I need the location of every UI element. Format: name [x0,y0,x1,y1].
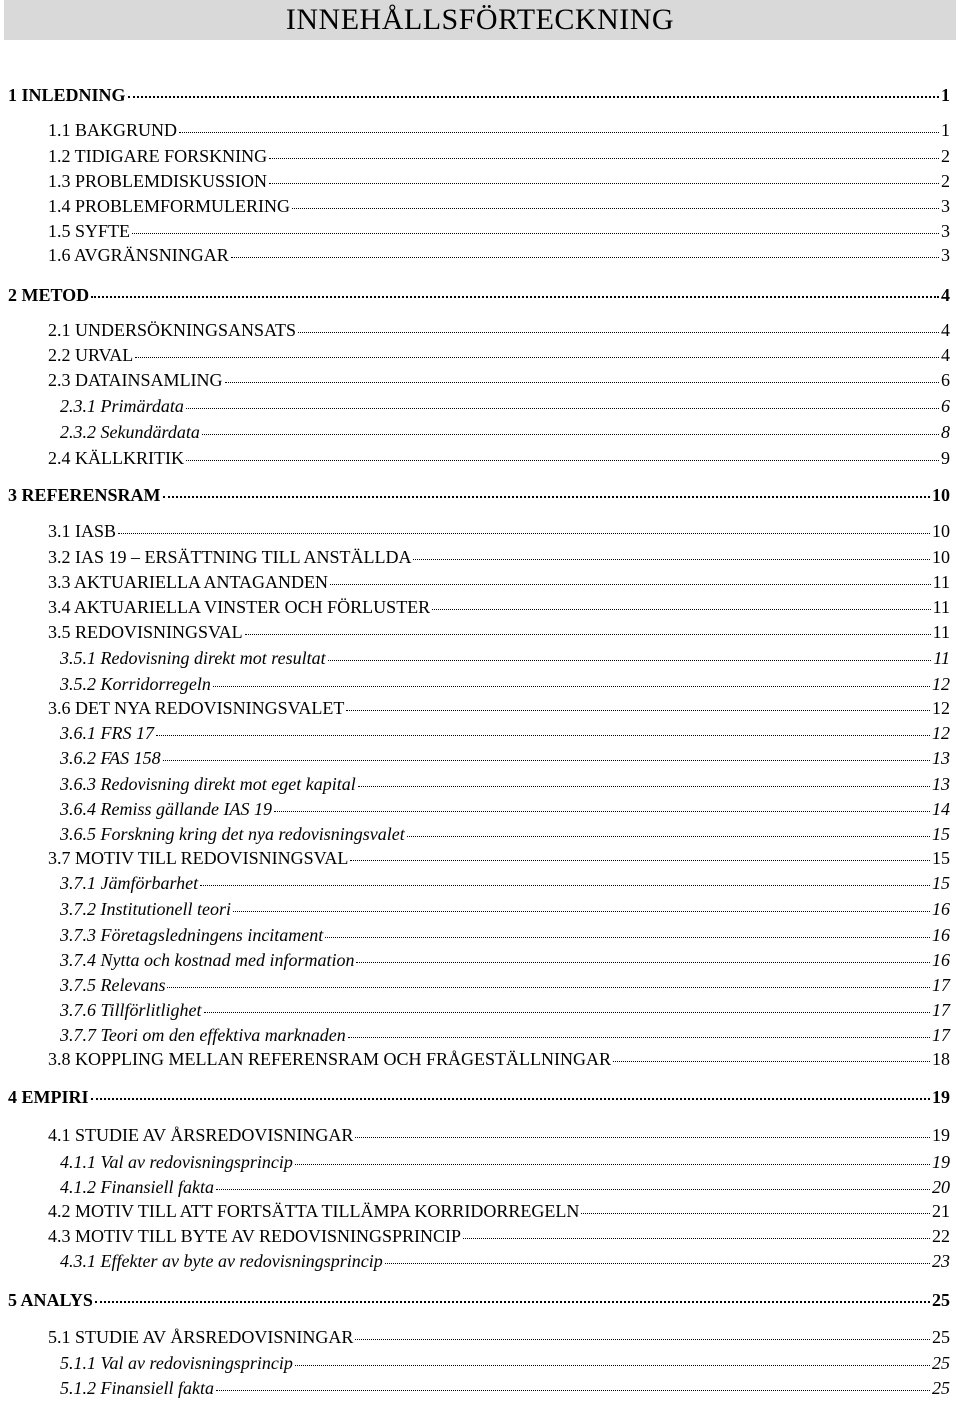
dot-leader [204,1011,930,1013]
toc-entry[interactable] [48,622,950,643]
toc-entry-page: 19 [932,1125,950,1145]
toc-entry-page: 25 [932,1378,950,1398]
toc-entry[interactable] [8,1087,950,1108]
toc-entry-label: 2.4 KÄLLKRITIK [48,448,184,468]
dot-leader [132,232,939,234]
toc-entry-label: 3.6.2 FAS 158 [60,748,161,768]
toc-entry[interactable] [8,1290,950,1311]
dot-leader [202,433,939,435]
toc-entry-label: 2.3.1 Primärdata [60,396,184,416]
dot-leader [269,157,939,159]
toc-entry[interactable] [60,1378,950,1399]
dot-leader [156,734,930,736]
dot-leader [135,356,939,358]
toc-entry-label: 4.1.2 Finansiell fakta [60,1177,214,1197]
toc-entry-label: 3.7.4 Nytta och kostnad med information [60,950,355,970]
toc-entry-page: 12 [932,698,950,718]
toc-entry-label: 3.6 DET NYA REDOVISNINGSVALET [48,698,345,718]
dot-leader [295,1163,930,1165]
toc-entry[interactable] [60,1177,950,1198]
toc-entry-page: 17 [932,975,950,995]
toc-entry[interactable] [48,1327,950,1348]
toc-entry[interactable] [48,1125,950,1146]
toc-entry[interactable] [60,925,950,946]
dot-leader [163,495,930,498]
toc-entry-label: 3.7.1 Jämförbarhet [60,873,199,893]
dot-leader [355,1338,930,1340]
toc-entry-page: 17 [932,1025,950,1045]
toc-entry-label: 3.7.2 Institutionell teori [60,899,231,919]
toc-entry-page: 16 [932,925,950,945]
toc-entry-page: 10 [932,521,950,541]
toc-entry[interactable] [48,196,950,217]
page-title: INNEHÅLLSFÖRTECKNING [285,3,675,36]
dot-leader [348,1036,930,1038]
dot-leader [413,558,930,560]
toc-entry-label: 3.4 AKTUARIELLA VINSTER OCH FÖRLUSTER [48,597,431,617]
toc-entry-label: 4.1 STUDIE AV ÅRSREDOVISNINGAR [48,1125,354,1145]
toc-entry[interactable] [60,950,950,971]
dot-leader [179,131,939,133]
toc-entry[interactable] [60,748,950,769]
toc-entry[interactable] [8,85,950,106]
toc-entry-page: 6 [941,396,950,416]
toc-entry-label: 1.4 PROBLEMFORMULERING [48,196,291,216]
dot-leader [325,936,930,938]
toc-entry-page: 2 [941,171,950,191]
toc-entry[interactable] [48,848,950,869]
dot-leader [613,1060,930,1062]
toc-entry-page: 1 [941,85,950,105]
toc-entry-label: 4 EMPIRI [8,1087,89,1107]
toc-entry-page: 3 [941,196,950,216]
toc-entry-label: 4.2 MOTIV TILL ATT FORTSÄTTA TILLÄMPA KORRIDORREGELN [48,1201,580,1221]
toc-entry-label: 3.5.1 Redovisning direkt mot resultat [60,648,326,668]
toc-entry-page: 13 [932,774,950,794]
toc-entry-page: 19 [932,1087,950,1107]
toc-entry-page: 13 [932,748,950,768]
toc-entry[interactable] [60,975,950,996]
toc-entry-label: 5.1.2 Finansiell fakta [60,1378,214,1398]
toc-entry-label: 1.2 TIDIGARE FORSKNING [48,146,268,166]
toc-entry-page: 10 [932,485,950,505]
dot-leader [167,986,930,988]
toc-entry-page: 18 [932,1049,950,1069]
toc-entry-label: 1.1 BAKGRUND [48,120,178,140]
dot-leader [186,459,939,461]
toc-entry[interactable] [48,245,950,266]
toc-entry-label: 1.3 PROBLEMDISKUSSION [48,171,268,191]
toc-entry[interactable] [48,698,950,719]
toc-entry-page: 9 [941,448,950,468]
toc-entry[interactable] [48,1201,950,1222]
dot-leader [385,1262,930,1264]
toc-entry-label: 3.2 IAS 19 – ERSÄTTNING TILL ANSTÄLLDA [48,547,412,567]
toc-entry-label: 2.3 DATAINSAMLING [48,370,223,390]
toc-entry-page: 20 [932,1177,950,1197]
toc-entry-label: 3.1 IASB [48,521,117,541]
toc-entry-label: 5 ANALYS [8,1290,93,1310]
toc-entry-page: 4 [941,285,950,305]
toc-entry[interactable] [48,1226,950,1247]
toc-entry-page: 16 [932,899,950,919]
toc-entry-page: 11 [932,597,950,617]
toc-entry-page: 17 [932,1000,950,1020]
toc-entry-page: 25 [932,1353,950,1373]
toc-entry-label: 4.1.1 Val av redovisningsprincip [60,1152,293,1172]
toc-entry[interactable] [48,221,950,242]
toc-entry-label: 2.1 UNDERSÖKNINGSANSATS [48,320,297,340]
toc-entry-label: 3.5 REDOVISNINGSVAL [48,622,243,642]
toc-entry[interactable] [60,1353,950,1374]
toc-entry-label: 3.6.5 Forskning kring det nya redovisningsvalet [60,824,405,844]
toc-entry[interactable] [48,146,950,167]
toc-entry-label: 3.7.5 Relevans [60,975,166,995]
toc-entry[interactable] [60,799,950,820]
dot-leader [407,835,930,837]
toc-entry-label: 3.3 AKTUARIELLA ANTAGANDEN [48,572,329,592]
toc-entry-page: 4 [941,320,950,340]
toc-entry-label: 3.7 MOTIV TILL REDOVISNINGSVAL [48,848,349,868]
dot-leader [213,685,930,687]
toc-entry-page: 23 [932,1251,950,1271]
toc-entry-page: 15 [932,873,950,893]
toc-entry-page: 12 [932,723,950,743]
toc-entry[interactable] [60,1025,950,1046]
toc-entry[interactable] [60,1251,950,1272]
toc-entry-page: 1 [941,120,950,140]
toc-entry-label: 5.1.1 Val av redovisningsprincip [60,1353,293,1373]
toc-entry-page: 25 [932,1327,950,1347]
toc-entry-page: 21 [932,1201,950,1221]
toc-entry-page: 3 [941,245,950,265]
toc-entry-page: 15 [932,848,950,868]
toc-entry[interactable] [48,171,950,192]
toc-entry[interactable] [8,485,950,506]
toc-entry[interactable] [60,422,950,443]
toc-entry[interactable] [48,370,950,391]
dot-leader [298,331,939,333]
dot-leader [95,1300,930,1303]
toc-entry-label: 4.3.1 Effekter av byte av redovisningsprincip [60,1251,383,1271]
dot-leader [91,295,939,298]
dot-leader [432,608,930,610]
dot-leader [581,1212,930,1214]
toc-entry-label: 4.3 MOTIV TILL BYTE AV REDOVISNINGSPRINCIP [48,1226,462,1246]
toc-entry[interactable] [60,774,950,795]
toc-entry[interactable] [48,345,950,366]
toc-entry-label: 1 INLEDNING [8,85,126,105]
toc-entry[interactable] [48,1049,950,1070]
toc-entry-label: 3.5.2 Korridorregeln [60,674,211,694]
toc-entry[interactable] [48,120,950,141]
toc-entry-page: 16 [932,950,950,970]
toc-entry-label: 3.7.7 Teori om den effektiva marknaden [60,1025,346,1045]
dot-leader [330,583,931,585]
dot-leader [91,1097,931,1100]
toc-entry-page: 2 [941,146,950,166]
toc-entry[interactable] [48,448,950,469]
dot-leader [231,256,939,258]
toc-entry[interactable] [60,674,950,695]
toc-entry-label: 2 METOD [8,285,90,305]
dot-leader [216,1389,930,1391]
toc-entry[interactable] [60,396,950,417]
dot-leader [163,759,930,761]
toc-entry-page: 12 [932,674,950,694]
toc-entry[interactable] [48,572,950,593]
toc-entry-page: 10 [932,547,950,567]
dot-leader [355,1136,930,1138]
toc-entry[interactable] [60,873,950,894]
dot-leader [245,633,931,635]
toc-entry[interactable] [48,320,950,341]
toc-entry-page: 14 [932,799,950,819]
toc-entry[interactable] [48,547,950,568]
toc-entry-label: 3.6.1 FRS 17 [60,723,154,743]
toc-entry[interactable] [60,648,950,669]
dot-leader [358,785,930,787]
dot-leader [118,532,930,534]
toc-entry-label: 2.3.2 Sekundärdata [60,422,200,442]
toc-entry-label: 3.6.4 Remiss gällande IAS 19 [60,799,272,819]
toc-entry-page: 25 [932,1290,950,1310]
dot-leader [295,1364,930,1366]
toc-entry-page: 19 [932,1152,950,1172]
dot-leader [346,709,930,711]
toc-entry[interactable] [60,824,950,845]
toc-entry-label: 1.6 AVGRÄNSNINGAR [48,245,229,265]
dot-leader [128,95,939,98]
toc-entry-page: 11 [933,648,950,668]
toc-entry-label: 3.7.3 Företagsledningens incitament [60,925,324,945]
toc-entry[interactable] [60,1152,950,1173]
toc-entry-label: 3 REFERENSRAM [8,485,161,505]
dot-leader [200,884,930,886]
toc-entry-page: 3 [941,221,950,241]
toc-entry-label: 3.6.3 Redovisning direkt mot eget kapital [60,774,356,794]
toc-entry-page: 11 [932,572,950,592]
toc-entry-page: 11 [932,622,950,642]
toc-entry[interactable] [48,521,950,542]
dot-leader [463,1237,930,1239]
toc-entry-page: 15 [932,824,950,844]
toc-entry-label: 5.1 STUDIE AV ÅRSREDOVISNINGAR [48,1327,354,1347]
dot-leader [328,659,932,661]
toc-entry-page: 6 [941,370,950,390]
toc-entry[interactable] [60,1000,950,1021]
toc-entry-page: 22 [932,1226,950,1246]
toc-entry[interactable] [48,597,950,618]
dot-leader [350,859,930,861]
toc-entry-page: 4 [941,345,950,365]
toc-entry[interactable] [8,285,950,306]
dot-leader [216,1188,930,1190]
toc-entry-label: 3.8 KOPPLING MELLAN REFERENSRAM OCH FRÅGESTÄLLNINGAR [48,1049,612,1069]
dot-leader [225,381,939,383]
dot-leader [233,910,930,912]
toc-entry[interactable] [60,723,950,744]
toc-entry-label: 3.7.6 Tillförlitlighet [60,1000,202,1020]
dot-leader [292,207,939,209]
toc-entry[interactable] [60,899,950,920]
toc-entry-page: 8 [941,422,950,442]
dot-leader [186,407,939,409]
dot-leader [274,810,930,812]
dot-leader [356,961,930,963]
toc-entry-label: 1.5 SYFTE [48,221,131,241]
dot-leader [269,182,939,184]
toc-entry-label: 2.2 URVAL [48,345,134,365]
